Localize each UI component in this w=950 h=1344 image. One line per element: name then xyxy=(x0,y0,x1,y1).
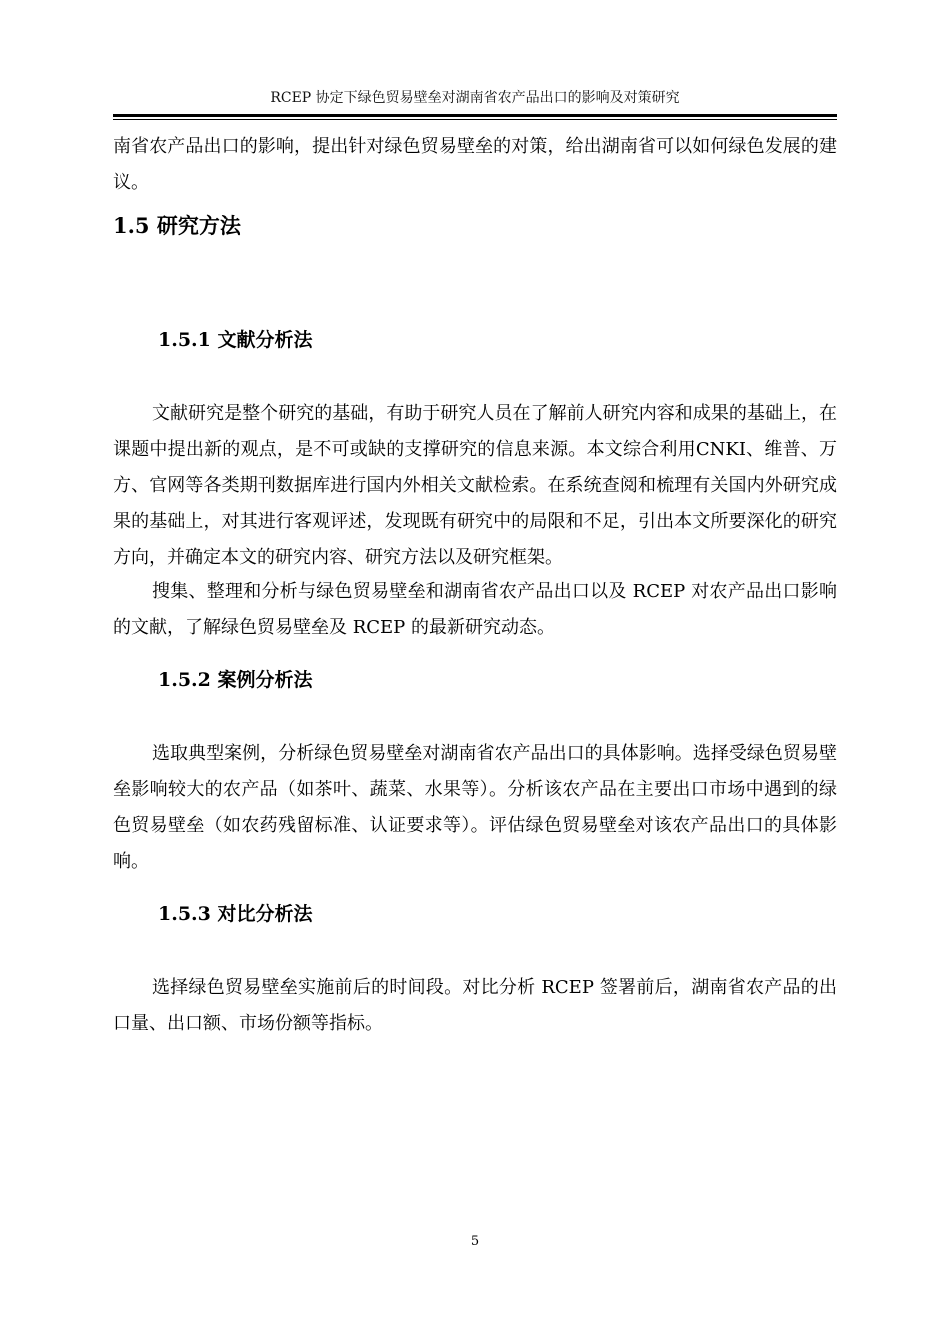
paragraph-literature-collection: 搜集、整理和分析与绿色贸易壁垒和湖南省农产品出口以及 RCEP 对农产品出口影响的文献，了解绿色贸易壁垒及 RCEP 的最新研究动态。 xyxy=(113,581,837,638)
header-rule-thick xyxy=(113,114,837,117)
subsection-heading-1-5-2: 1.5.2 案例分析法 xyxy=(158,669,313,691)
section-heading-1-5: 1.5 研究方法 xyxy=(113,213,241,238)
page-number: 5 xyxy=(470,1234,480,1249)
paragraph-case-analysis: 选取典型案例，分析绿色贸易壁垒对湖南省农产品出口的具体影响。选择受绿色贸易壁垒影响较大的农产品（如茶叶、蔬菜、水果等）。分析该农产品在主要出口市场中遇到的绿色贸易壁垒（如农药残留标准、认证要求等）。评估绿色贸易壁垒对该农产品出口的具体影响。 xyxy=(113,743,837,872)
paragraph-comparative-analysis: 选择绿色贸易壁垒实施前后的时间段。对比分析 RCEP 签署前后，湖南省农产品的出口量、出口额、市场份额等指标。 xyxy=(113,977,837,1034)
subsection-heading-1-5-1: 1.5.1 文献分析法 xyxy=(158,329,313,351)
intro-continuation-paragraph: 南省农产品出口的影响，提出针对绿色贸易壁垒的对策，给出湖南省可以如何绿色发展的建议。 xyxy=(113,136,837,193)
subsection-heading-1-5-3: 1.5.3 对比分析法 xyxy=(158,903,313,925)
header-rule-thin xyxy=(113,119,837,120)
running-header-title: RCEP 协定下绿色贸易壁垒对湖南省农产品出口的影响及对策研究 xyxy=(270,90,680,106)
paragraph-literature-analysis: 文献研究是整个研究的基础，有助于研究人员在了解前人研究内容和成果的基础上，在课题中提出新的观点，是不可或缺的支撑研究的信息来源。本文综合利用CNKI、维普、万方、官网等各类期刊数据库进行国内外相关文献检索。在系统查阅和梳理有关国内外研究成果的基础上，对其进行客观评述，发现既有研究中的局限和不足，引出本文所要深化的研究方向，并确定本文的研究内容、研究方法以及研究框架。 xyxy=(113,403,837,568)
